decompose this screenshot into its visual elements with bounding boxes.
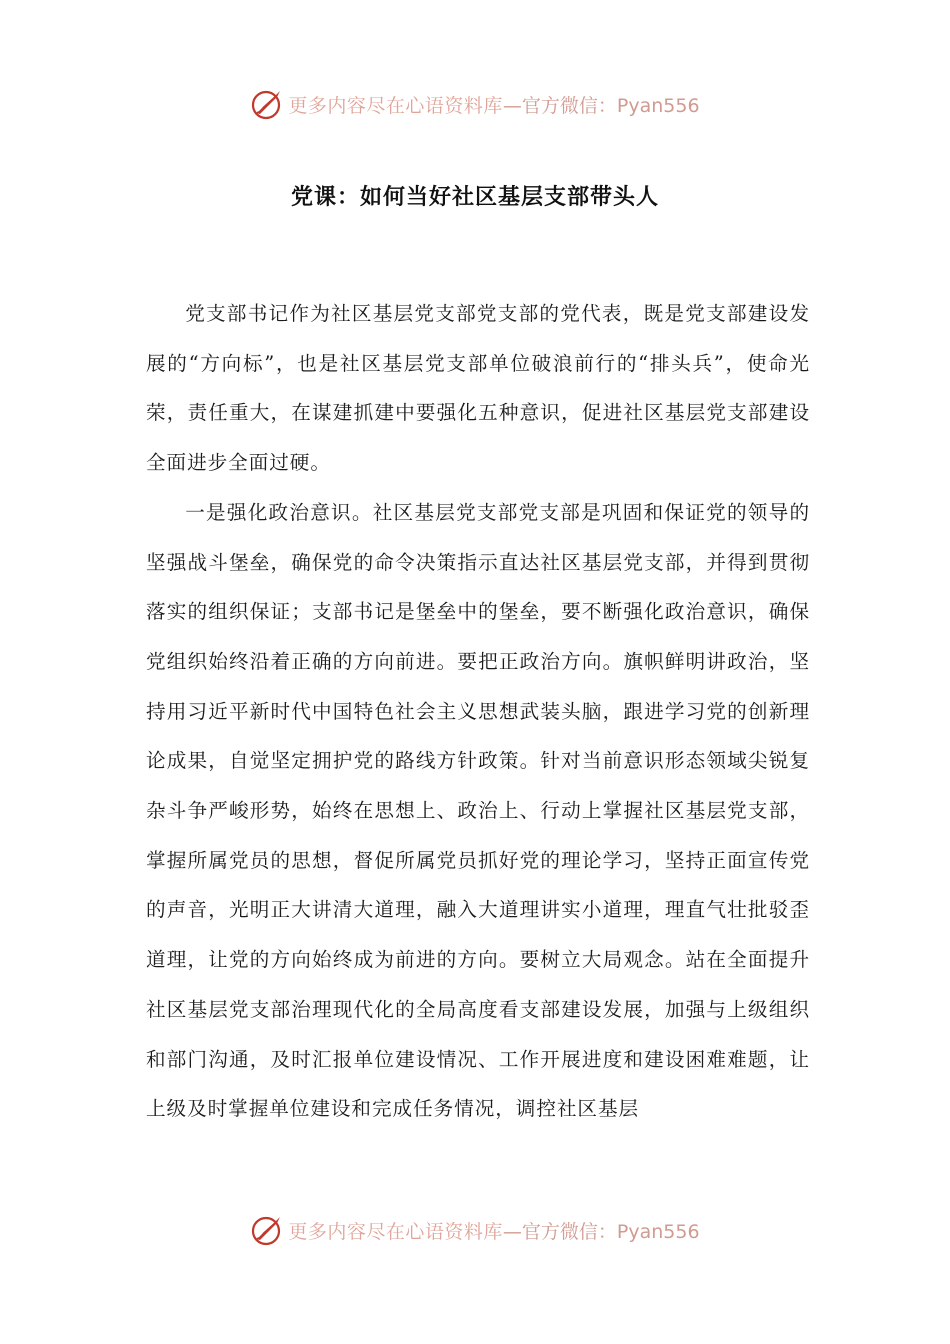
paragraph-intro: 党支部书记作为社区基层党支部党支部的党代表，既是党支部建设发展的“方向标”，也是社区基层党支部单位破浪前行的“排头兵”，使命光荣，责任重大，在谋建抓建中要强化五种意识，促进社区基层党支部建设全面进步全面过硬。 [146, 302, 810, 475]
quill-logo-icon [250, 87, 284, 121]
document-title: 党课：如何当好社区基层支部带头人 [290, 185, 659, 210]
banner-text: 更多内容尽在心语资料库 [288, 94, 503, 117]
footer-banner [0, 1208, 950, 1252]
quill-logo-icon [250, 1213, 284, 1247]
banner-wechat: —官方微信：Pyan556 [502, 1220, 700, 1243]
banner-text: 更多内容尽在心语资料库 [288, 1220, 503, 1243]
header-banner [0, 82, 950, 126]
banner-wechat: —官方微信：Pyan556 [502, 94, 700, 117]
paragraph-political-awareness: 一是强化政治意识。社区基层党支部党支部是巩固和保证党的领导的坚强战斗堡垒，确保党的命令决策指示直达社区基层党支部，并得到贯彻落实的组织保证；支部书记是堡垒中的堡垒，要不断强化政治意识，确保党组织始终沿着正确的方向前进。要把正政治方向。旗帜鲜明讲政治，坚持用习近平新时代中国特色社会主义思想武装头脑，跟进学习党的创新理论成果，自觉坚定拥护党的路线方针政策。针对当前意识形态领域尖锐复杂斗争严峻形势，始终在思想上、政治上、行动上掌握社区基层党支部，掌握所属党员的思想，督促所属党员抓好党的理论学习，坚持正面宣传党的声音，光明正大讲清大道理，融入大道理讲实小道理，理直气壮批驳歪道理，让党的方向始终成为前进的方向。要树立大局观念。站在全面提升社区基层党支部治理现代化的全局高度看支部建设发展，加强与上级组织和部门沟通，及时汇报单位建设情况、工作开展进度和建设困难难题，让上级及时掌握单位建设和完成任务情况，调控社区基层 [146, 500, 810, 1121]
document-body [146, 289, 810, 1134]
